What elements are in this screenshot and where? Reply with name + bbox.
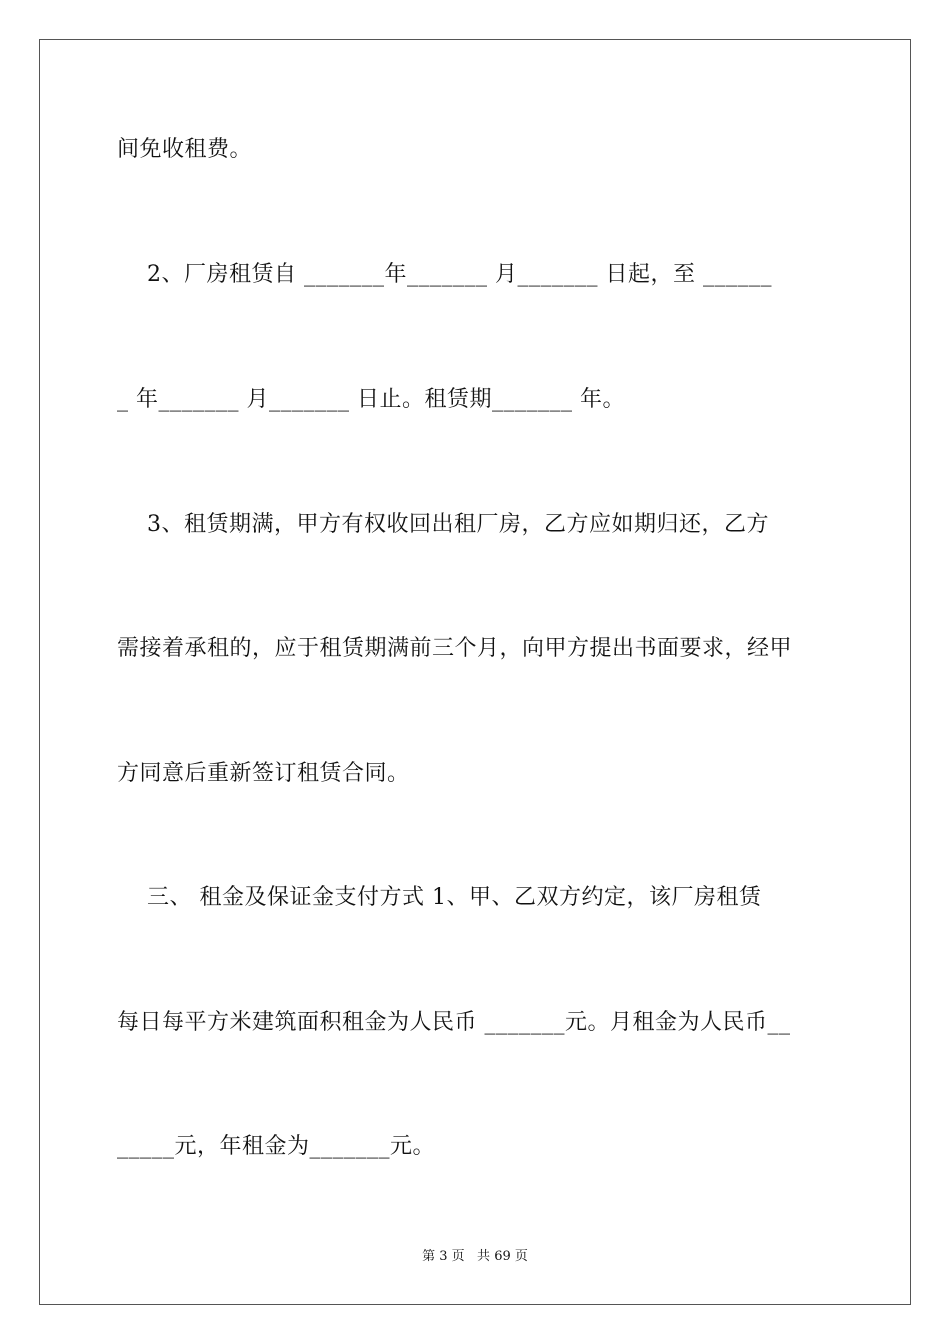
text-line-7: 三、 租金及保证金支付方式 1、甲、乙双方约定，该厂房租赁 xyxy=(117,885,762,910)
text-line-3: _ 年_______ 月_______ 日止。租赁期_______ 年。 xyxy=(117,387,625,412)
text-line-9: _____元，年租金为_______元。 xyxy=(117,1134,436,1159)
text-line-4: 3、租赁期满，甲方有权收回出租厂房，乙方应如期归还，乙方 xyxy=(117,512,769,537)
text-line-1: 间免收租费。 xyxy=(117,137,253,162)
text-line-6: 方同意后重新签订租赁合同。 xyxy=(117,761,410,786)
text-line-5: 需接着承租的，应于租赁期满前三个月，向甲方提出书面要求，经甲 xyxy=(117,636,793,661)
page-number-footer: 第 3 页 共 69 页 xyxy=(422,1249,528,1264)
text-line-2: 2、厂房租赁自 _______年_______ 月_______ 日起，至 ______ xyxy=(117,262,772,287)
text-line-8: 每日每平方米建筑面积租金为人民币 _______元。月租金为人民币__ xyxy=(117,1010,791,1035)
page-border xyxy=(39,39,911,1305)
